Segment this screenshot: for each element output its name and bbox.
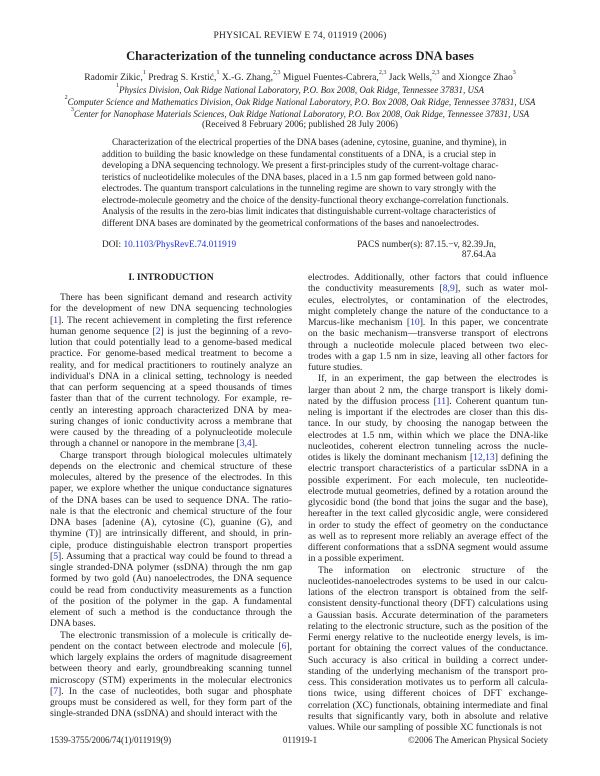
text-line: portant for obtaining the correct values of the conductance. bbox=[308, 643, 548, 655]
received-dates: (Received 8 February 2006; published 28 July 2006) bbox=[202, 120, 398, 130]
text-line: microscopy (STM) experiments in the molecular electronics bbox=[50, 674, 292, 686]
text-line: Charge transport through biological molecules ultimately bbox=[60, 449, 292, 461]
text-line: in order to study the effect of geometry on the conductance bbox=[308, 519, 548, 531]
text-line: relating to the electronic structure, such as the position of the bbox=[308, 620, 548, 632]
page-number: 011919-1 bbox=[282, 735, 318, 745]
text-line: through a nucleotide molecule placed between two elec- bbox=[308, 339, 548, 351]
text-line: otides is likely the dominant mechanism [12,13] defining the bbox=[308, 452, 548, 463]
text-line: a Gaussian basis. Accurate determination of the parameters bbox=[308, 609, 548, 621]
abstract-line: electrode-molecule geometry and the choice of the density-functional theory exchange-correlation functionals. bbox=[102, 194, 509, 205]
paragraph bbox=[308, 272, 548, 373]
text-line: Marcus-like mechanism [10]. In this paper, we concentrate bbox=[308, 317, 548, 328]
affiliation-text: Computer Science and Mathematics Division, Oak Ridge National Laboratory, P.O. Box 2008, Oak Ridge, Tennessee 37831, USA bbox=[67, 97, 536, 107]
text-line: individual's DNA in a clinical setting, technology is needed bbox=[50, 370, 292, 382]
text-line: correlation (XC) functionals, obtaining intermediate and final bbox=[308, 699, 548, 711]
affiliation-number: 1 bbox=[116, 83, 120, 89]
abstract-line: developing a DNA sequencing technology. We present a first-principles study of the current-voltage charac- bbox=[102, 160, 499, 170]
text-line: thymine (T)] are intrinsically different, and should, in prin- bbox=[50, 528, 292, 540]
text-line: electric transport characteristics of a particular ssDNA in a bbox=[308, 463, 548, 475]
citation-link[interactable]: 3,4 bbox=[239, 438, 252, 450]
text-line: of the DNA bases can be used to sequence DNA. The ratio- bbox=[50, 494, 292, 506]
abstract-line: electrodes. The quantum transport calculations in the tunneling regime are shown to vary strongly with the bbox=[102, 183, 496, 193]
text-line: larger than about 2 nm, the charge transport is likely domi- bbox=[308, 384, 548, 396]
text-line: as well as to represent more reliably an average effect of the bbox=[308, 530, 548, 542]
citation-link[interactable]: 12,13 bbox=[473, 452, 495, 463]
author: Miguel Fuentes-Cabrera, bbox=[282, 72, 379, 83]
abstract-line: Characterization of the electrical properties of the DNA bases (adenine, cytosine, guanine, and thymine), in bbox=[112, 137, 507, 147]
text-line: through a channel or nanopore in the membrane [3,4]. bbox=[50, 438, 258, 450]
citation-link[interactable]: 5 bbox=[53, 550, 58, 562]
text-line: pendent on the contact between electrode and molecule [6], bbox=[50, 640, 292, 652]
text-line: different conformations that a ssDNA segment would assume bbox=[308, 542, 548, 553]
author: Radomir Zikic, bbox=[84, 72, 143, 83]
text-line: for the development of new DNA sequencing technologies bbox=[50, 303, 292, 315]
text-line: the conductivity measurements [8,9], such as water mol- bbox=[308, 283, 548, 295]
text-line: nale is that the electronic and chemical structure of the four bbox=[50, 505, 292, 517]
text-line: There has been significant demand and research activity bbox=[60, 292, 292, 303]
text-line: on the basic mechanism—transverse transport of electrons bbox=[308, 328, 548, 340]
text-line: single-stranded DNA (ssDNA) and should interact with the bbox=[50, 708, 278, 720]
citation-link[interactable]: 6 bbox=[281, 640, 287, 652]
text-line: molecules, altered by the presence of the electrodes. In this bbox=[50, 472, 292, 483]
text-line: tance. In our study, by choosing the nanogap between the bbox=[308, 418, 548, 430]
text-line: in a possible experiment. bbox=[308, 553, 404, 565]
text-line: paper, we explore whether the unique conductance signatures bbox=[50, 483, 292, 495]
text-line: were caused by the threading of a polynucleotide molecule bbox=[50, 427, 292, 438]
doi bbox=[102, 240, 236, 250]
pacs-numbers: PACS number(s): 87.15.−v, 82.39.Jn, 87.64.Aa bbox=[357, 240, 496, 260]
text-line: values. While our sampling of possible XC functionals is not bbox=[308, 722, 542, 733]
text-line: electrode mutual geometries, defined by a rotation around the bbox=[308, 485, 548, 497]
author-affiliation: 3 bbox=[512, 70, 516, 76]
text-line: glycosidic bond (the bond that joins the sugar and the base), bbox=[308, 497, 548, 508]
text-line: trodes with a gap 1.5 nm in size, leaving all other factors for bbox=[308, 350, 548, 362]
text-line: cently an interesting approach characterized DNA by mea- bbox=[50, 404, 292, 416]
text-line: Such accuracy is also critical in building a correct under- bbox=[308, 654, 548, 666]
affiliation-3 bbox=[0, 109, 600, 119]
text-line: nucleotides, coherent electron tunneling across the nucle- bbox=[308, 440, 548, 452]
affiliation-2 bbox=[0, 97, 600, 107]
citation-link[interactable]: 2 bbox=[155, 325, 161, 337]
text-line: suring changes of ionic conductivity across a membrane that bbox=[50, 415, 292, 427]
abstract-line: Analysis of the results in the zero-bias limit indicates that distinguishable current-voltage characteristics of bbox=[102, 206, 496, 216]
text-line: standing of the underlying mechanism of the transport pro- bbox=[308, 665, 548, 677]
text-line: neling is important if the electrodes are closer than this dis- bbox=[308, 407, 548, 418]
citation-link[interactable]: 11 bbox=[436, 395, 447, 407]
abstract-line: different DNA bases are dominated by the geometrical conformations of the bases and nanoelectrodes. bbox=[102, 217, 479, 228]
left-column bbox=[50, 292, 292, 720]
text-line: [1]. The recent achievement in completing the first reference bbox=[50, 314, 292, 326]
citation-link[interactable]: 8,9 bbox=[442, 283, 455, 295]
text-line: Fermi energy relative to the nucleotide energy levels, is im- bbox=[308, 632, 548, 643]
text-line: electrodes. Additionally, other factors that could influence bbox=[308, 272, 548, 283]
affiliation-text: Physics Division, Oak Ridge National Laboratory, P.O. Box 2008, Oak Ridge, Tennessee 37831, USA bbox=[119, 85, 484, 95]
citation-link[interactable]: 1 bbox=[53, 314, 58, 326]
right-column bbox=[308, 272, 548, 733]
affiliation-1 bbox=[0, 85, 600, 95]
abstract-line: addition to building the basic knowledge on these fundamental constituents of a DNA, is a crucial step in bbox=[102, 148, 496, 159]
text-line: The electronic transmission of a molecule is critically de- bbox=[60, 629, 292, 641]
text-line: nucleotides-nanoelectrodes systems to be used in our calcu- bbox=[308, 575, 548, 587]
doi-link[interactable]: 10.1103/PhysRevE.74.011919 bbox=[123, 240, 237, 250]
text-line: faster than that of the current technology. For example, re- bbox=[50, 393, 292, 405]
paper-title: Characterization of the tunneling conductance across DNA bases bbox=[126, 49, 474, 63]
journal-header: PHYSICAL REVIEW E 74, 011919 (2006) bbox=[213, 31, 387, 41]
author-affiliation: 2,3 bbox=[273, 70, 281, 76]
author: X.-G. Zhang, bbox=[221, 72, 273, 83]
text-line: DNA bases [adenine (A), cytosine (C), guanine (G), and bbox=[50, 517, 292, 528]
text-line: single stranded-DNA polymer (ssDNA) through the nm gap bbox=[50, 562, 292, 573]
text-line: could be read from conductivity measurements as a function bbox=[50, 584, 292, 596]
paragraph bbox=[308, 373, 548, 564]
text-line: results that significantly vary, both in absolute and relative bbox=[308, 710, 548, 722]
text-line: future studies. bbox=[308, 362, 363, 373]
text-line: depends on the electronic and chemical structure of these bbox=[50, 460, 292, 472]
text-line: reality, and for medical practitioners to routinely analyze an bbox=[50, 359, 292, 371]
affiliation-number: 2 bbox=[64, 95, 68, 101]
text-line: lations of the electron transport is obtained from the self- bbox=[308, 587, 548, 598]
paragraph bbox=[308, 565, 548, 734]
text-line: consistent density-functional theory (DFT) calculations using bbox=[308, 598, 548, 610]
author: and Xiongce Zhao bbox=[441, 72, 513, 83]
text-line: ecules, electrolytes, or contamination of the electrodes, bbox=[308, 294, 548, 306]
author-affiliation: 2,3 bbox=[432, 70, 440, 76]
citation-link[interactable]: 10 bbox=[410, 317, 420, 328]
section-heading: I. INTRODUCTION bbox=[128, 272, 214, 283]
text-line: hereafter in the text called glycosidic angle, were considered bbox=[308, 508, 548, 520]
citation-link[interactable]: 7 bbox=[53, 685, 58, 697]
text-line: formed by two gold (Au) nanoelectrodes, the DNA sequence bbox=[50, 573, 292, 585]
doi-label: DOI: bbox=[102, 240, 122, 250]
author: Jack Wells, bbox=[388, 72, 433, 83]
text-line: cess. This consideration motivates us to perform all calcula- bbox=[308, 677, 548, 688]
affiliation-text: Center for Nanophase Materials Sciences, Oak Ridge National Laboratory, P.O. Box 2008, Oak Ridge, Tennessee 37831, USA bbox=[73, 109, 530, 119]
paragraph bbox=[50, 630, 292, 720]
text-line: ciple, produce distinguishable electron transport properties bbox=[50, 539, 292, 551]
text-line: practice. For genome-based medical treatment to become a bbox=[50, 348, 292, 360]
text-line: might completely change the nature of the conductance to a bbox=[308, 305, 548, 317]
author-affiliation: 1 bbox=[142, 70, 146, 76]
text-line: groups must be considered as well, for they form part of the bbox=[50, 697, 292, 708]
paragraph bbox=[50, 450, 292, 630]
author: Predrag S. Krstić, bbox=[148, 72, 217, 83]
text-line: The information on electronic structure of the bbox=[318, 564, 548, 576]
affiliation-number: 3 bbox=[70, 107, 74, 113]
footer-code: 1539-3755/2006/74(1)/011919(9) bbox=[50, 735, 172, 745]
text-line: [7]. In the case of nucleotides, both sugar and phosphate bbox=[50, 685, 292, 697]
text-line: DNA bases. bbox=[50, 618, 96, 630]
author-affiliation: 1 bbox=[216, 70, 220, 76]
text-line: If, in an experiment, the gap between the electrodes is bbox=[318, 373, 548, 385]
text-line: element of such a method is the conductance through the bbox=[50, 607, 292, 618]
copyright: ©2006 The American Physical Society bbox=[407, 735, 548, 745]
author-affiliation: 2,3 bbox=[378, 70, 387, 76]
author-list bbox=[0, 72, 600, 83]
text-line: [5]. Assuming that a practical way could be found to thread a bbox=[50, 550, 292, 562]
text-line: possible experiment. For each molecule, ten nucleotide- bbox=[308, 474, 548, 486]
abstract-line: teristics of nucleotidelike molecules of the DNA bases, placed in a 1.5 nm gap formed between gold nano- bbox=[102, 171, 496, 182]
text-line: that can perform sequencing at a speed thousands of times bbox=[50, 382, 292, 393]
text-line: tions twice, using different choices of DFT exchange- bbox=[308, 688, 548, 700]
text-line: nated by the diffusion process [11]. Coherent quantum tun- bbox=[308, 395, 548, 407]
paragraph bbox=[50, 292, 292, 450]
abstract bbox=[102, 137, 509, 229]
text-line: between theory and early, groundbreaking scanning tunnel bbox=[50, 663, 292, 675]
text-line: electrodes at 1.5 nm, within which we place the DNA-like bbox=[308, 429, 548, 441]
text-line: lution that could potentially lead to a genome-based medical bbox=[50, 337, 292, 348]
text-line: human genome sequence [2] is just the beginning of a revo- bbox=[50, 325, 292, 337]
text-line: of the position of the polymer in the gap. A fundamental bbox=[50, 595, 292, 607]
text-line: which largely explains the orders of magnitude disagreement bbox=[50, 652, 292, 663]
